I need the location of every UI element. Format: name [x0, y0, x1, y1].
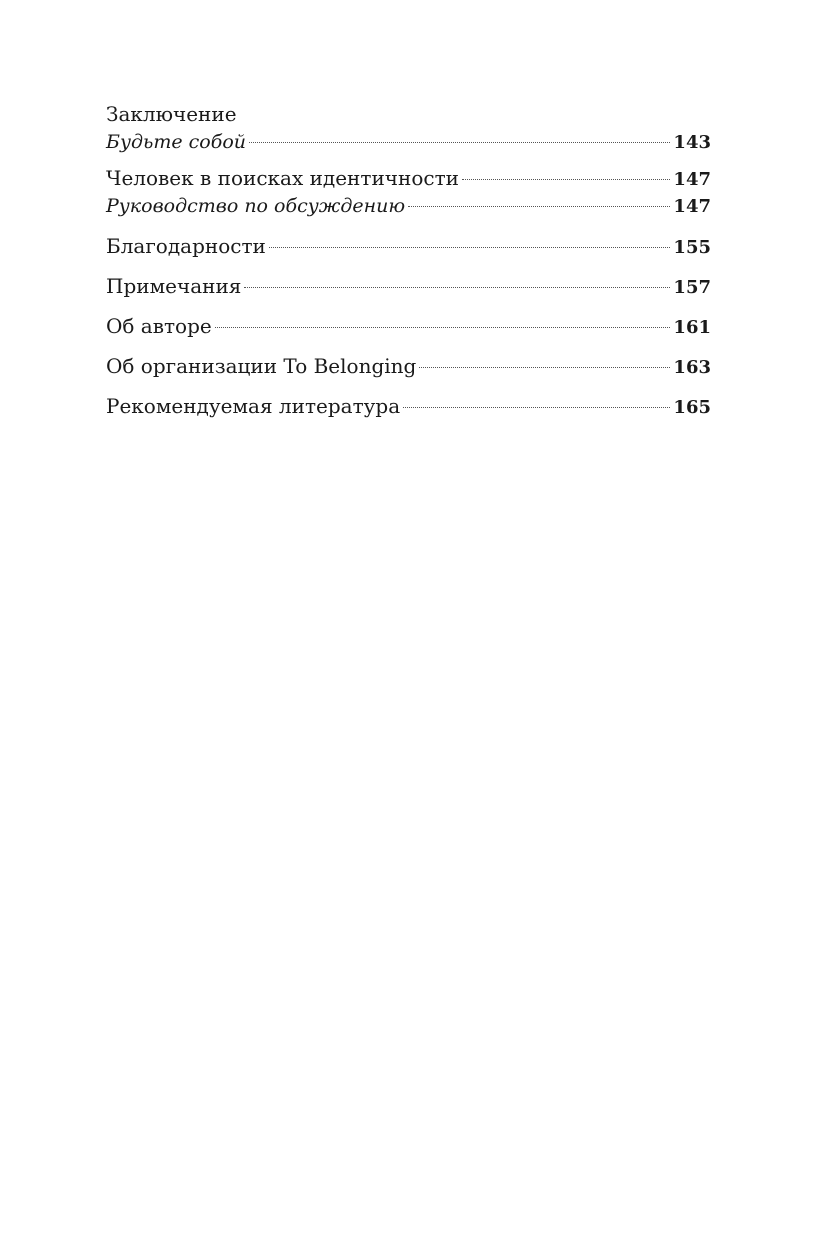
- toc-entry-page: 147: [673, 169, 711, 190]
- toc-entry-title: Человек в поисках идентичности: [106, 166, 459, 190]
- toc-entry: [106, 352, 711, 380]
- toc-section-heading: Заключение: [106, 102, 237, 126]
- toc-entry: [106, 312, 711, 340]
- toc-entry-title: Об авторе: [106, 314, 212, 338]
- toc-entry-page: 157: [673, 277, 711, 298]
- toc-entry-page: 155: [673, 237, 711, 258]
- dot-leader: [462, 179, 670, 180]
- dot-leader: [403, 407, 670, 408]
- toc-entry-page: 165: [673, 397, 711, 418]
- toc-entry-page: 161: [673, 317, 711, 338]
- toc-entry: [106, 128, 711, 156]
- toc-entry-title: Руководство по обсуждению: [106, 195, 406, 217]
- toc-entry: [106, 232, 711, 260]
- toc-entry: [106, 392, 711, 420]
- dot-leader: [244, 287, 670, 288]
- toc-entry-page: 143: [673, 132, 711, 153]
- toc-entry-title: Рекомендуемая литература: [106, 394, 401, 418]
- table-of-contents: [106, 100, 711, 420]
- toc-entry-title: Примечания: [106, 274, 242, 298]
- toc-entry: [106, 272, 711, 300]
- dot-leader: [249, 142, 670, 143]
- dot-leader: [419, 367, 670, 368]
- dot-leader: [269, 247, 671, 248]
- toc-entry: [106, 164, 711, 192]
- toc-entry-title: Будьте собой: [106, 131, 247, 153]
- toc-entry-title: Благодарности: [106, 234, 266, 258]
- toc-entry-page: 147: [673, 196, 711, 217]
- toc-entry: [106, 192, 711, 220]
- dot-leader: [408, 206, 670, 207]
- toc-entry-page: 163: [673, 357, 711, 378]
- dot-leader: [215, 327, 671, 328]
- toc-entry-title: Об организации To Belonging: [106, 354, 417, 378]
